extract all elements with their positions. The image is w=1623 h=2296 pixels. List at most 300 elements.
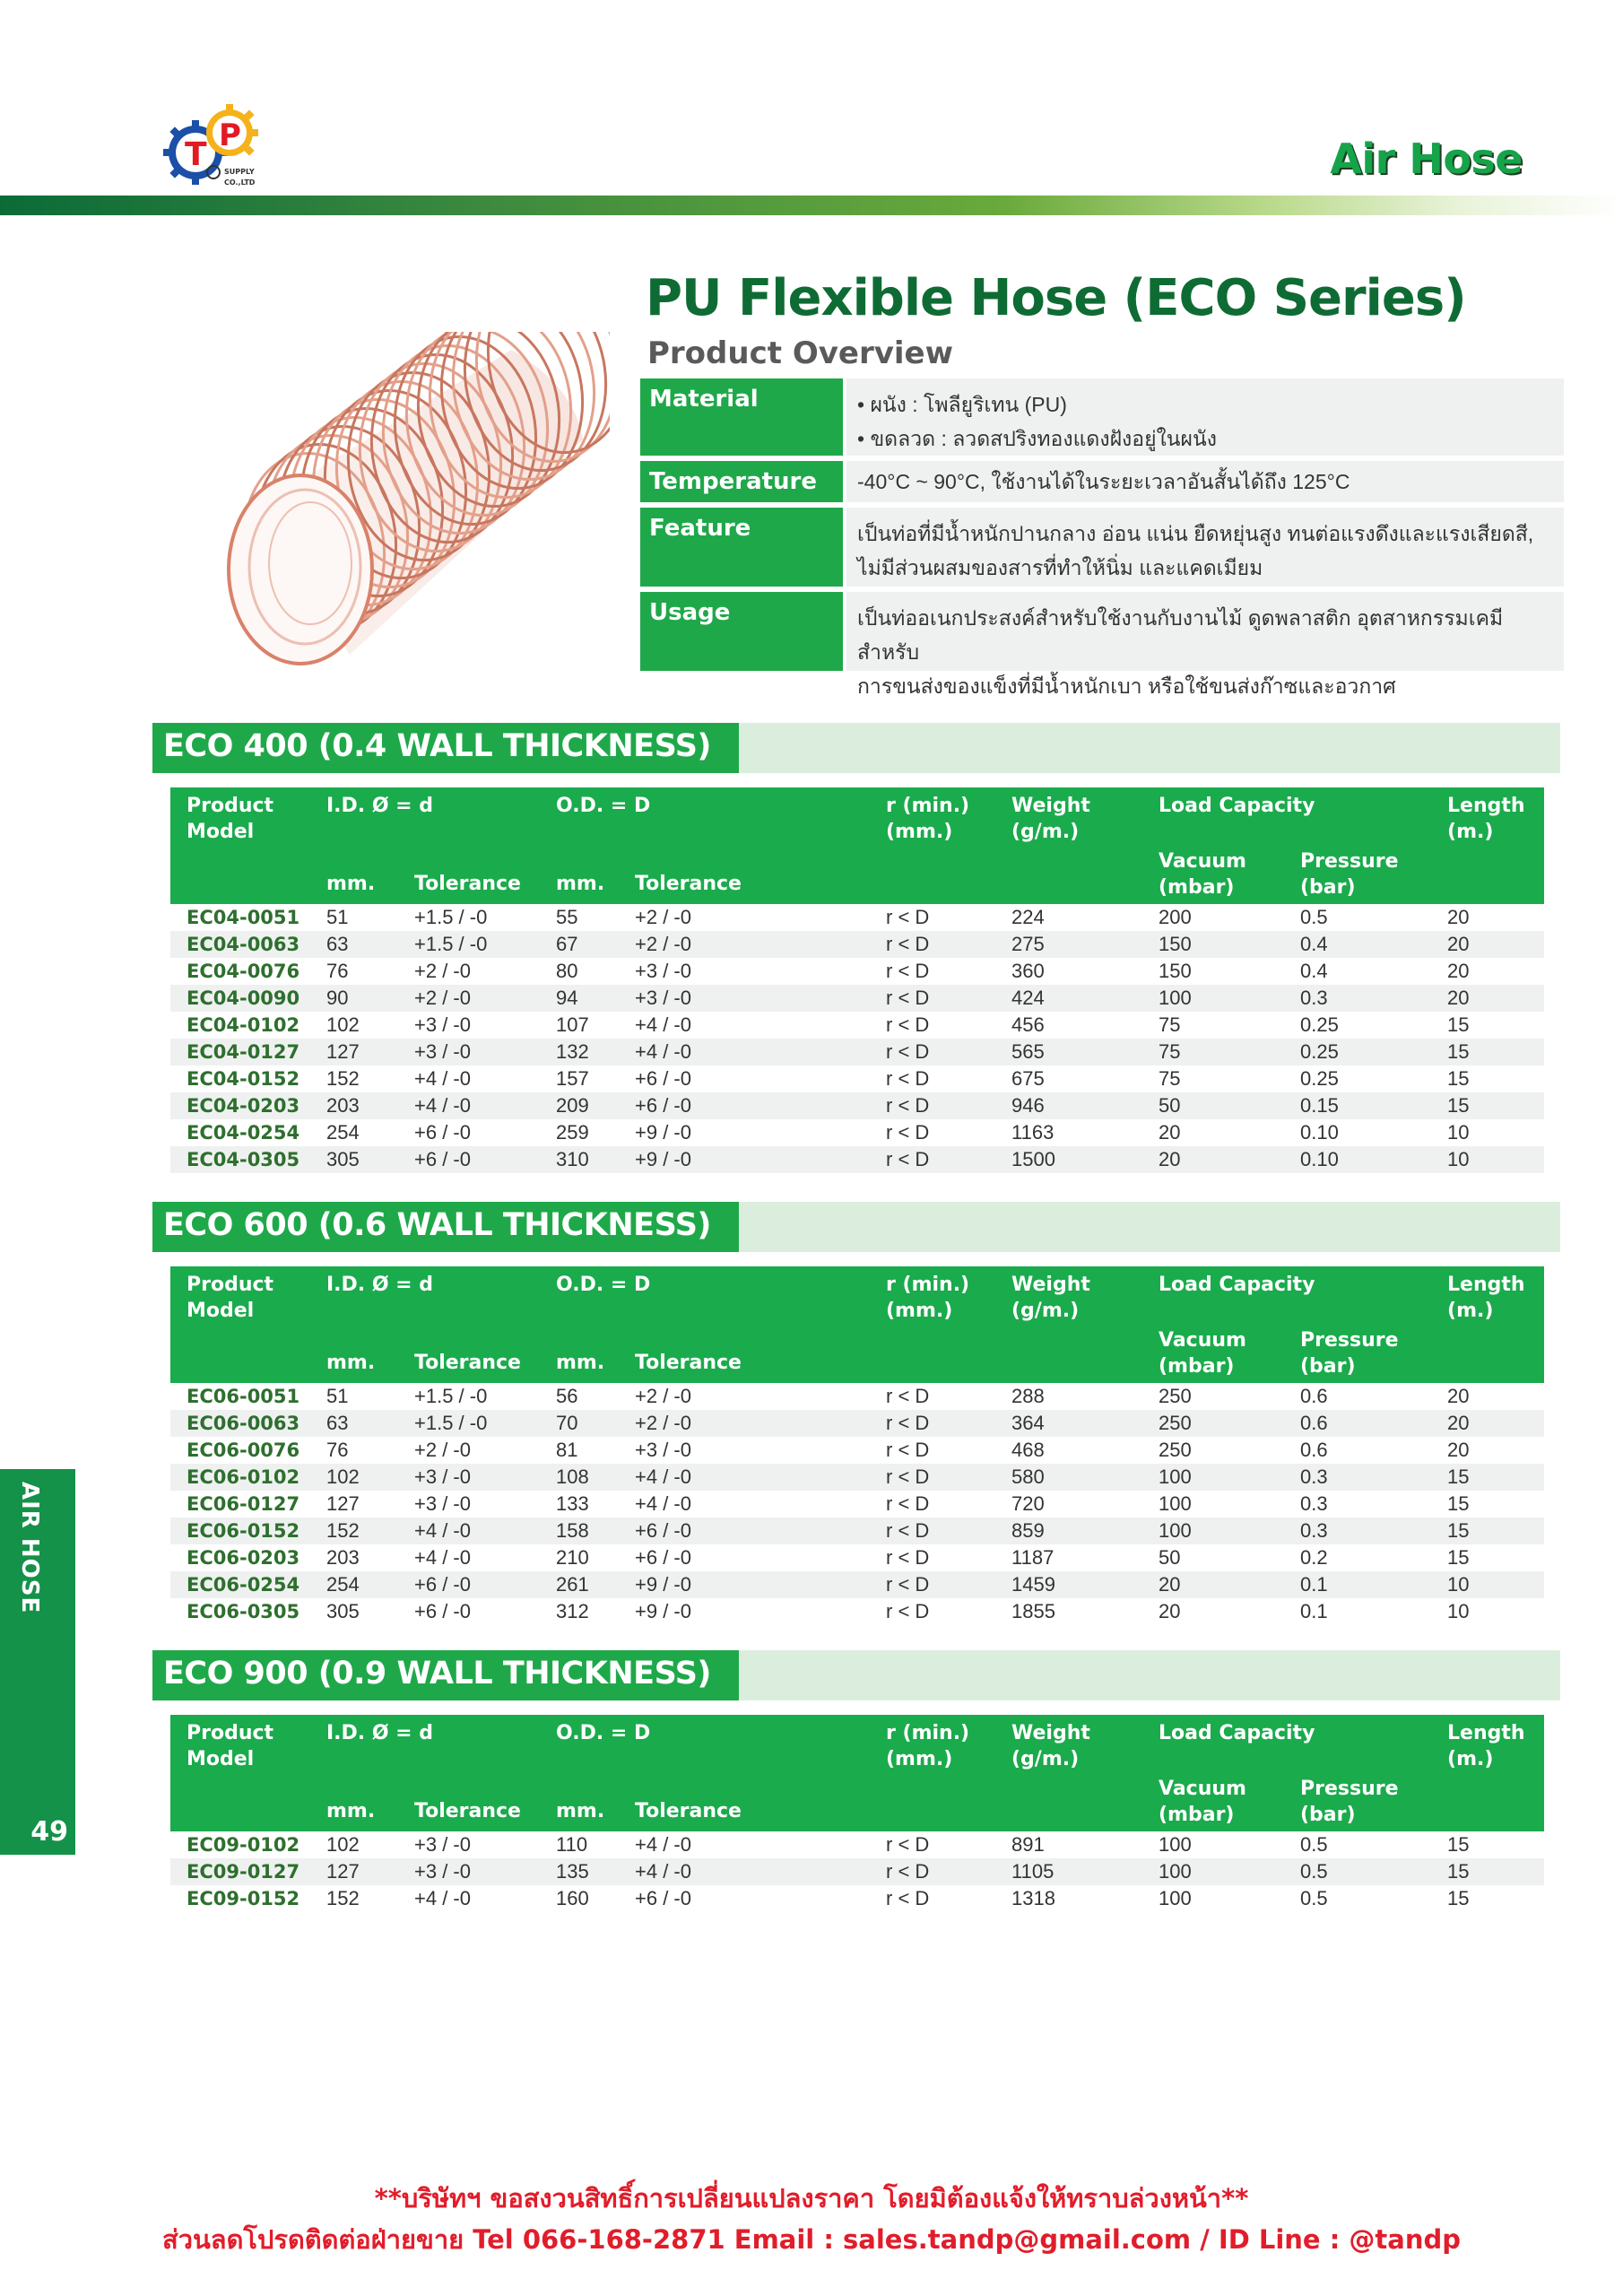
col-header-od-mm: mm. [556, 1800, 605, 1822]
cell-r-min: r < D [886, 1546, 930, 1569]
overview-label: Temperature [640, 461, 843, 502]
cell-od-tolerance: +3 / -0 [635, 987, 691, 1009]
cell-id-tolerance: +2 / -0 [414, 1439, 471, 1461]
cell-id-mm: 51 [326, 1385, 349, 1407]
cell-id-tolerance: +3 / -0 [414, 1833, 471, 1856]
cell-vacuum: 20 [1159, 1600, 1181, 1622]
cell-od-mm: 70 [556, 1412, 578, 1434]
cell-length: 10 [1447, 1121, 1470, 1144]
col-header-weight: Weight (g/m.) [1011, 1274, 1090, 1322]
page-number: 49 [30, 1816, 68, 1848]
cell-od-mm: 55 [556, 906, 578, 928]
cell-vacuum: 100 [1159, 1860, 1192, 1883]
table-row [170, 1571, 1544, 1598]
cell-vacuum: 250 [1159, 1385, 1192, 1407]
cell-id-tolerance: +3 / -0 [414, 1013, 471, 1036]
overview-value [846, 378, 1564, 456]
overview-label: Feature [640, 508, 843, 587]
cell-id-tolerance: +2 / -0 [414, 960, 471, 982]
cell-length: 10 [1447, 1148, 1470, 1170]
table-row [170, 1012, 1544, 1039]
cell-length: 15 [1447, 1094, 1470, 1117]
cell-pressure: 0.3 [1300, 987, 1328, 1009]
col-header-r-min: r (min.) (mm.) [886, 795, 970, 843]
cell-weight: 360 [1011, 960, 1045, 982]
cell-model: EC06-0051 [187, 1386, 300, 1407]
cell-id-mm: 152 [326, 1519, 360, 1542]
cell-od-tolerance: +6 / -0 [635, 1546, 691, 1569]
cell-od-tolerance: +9 / -0 [635, 1573, 691, 1596]
cell-model: EC09-0102 [187, 1834, 300, 1856]
cell-r-min: r < D [886, 1492, 930, 1515]
cell-id-tolerance: +6 / -0 [414, 1121, 471, 1144]
cell-id-mm: 127 [326, 1040, 360, 1063]
cell-od-tolerance: +9 / -0 [635, 1600, 691, 1622]
cell-od-mm: 80 [556, 960, 578, 982]
cell-r-min: r < D [886, 1094, 930, 1117]
col-header-id-mm: mm. [326, 1800, 376, 1822]
col-header-length: Length (m.) [1447, 1274, 1525, 1322]
cell-weight: 1500 [1011, 1148, 1055, 1170]
cell-id-mm: 76 [326, 960, 349, 982]
table-row [170, 1491, 1544, 1518]
cell-id-mm: 63 [326, 933, 349, 955]
overview-line: ไม่มีส่วนผสมของสารที่ทำให้นิ่ม และแคดเมียม [857, 556, 1263, 579]
series-header [152, 1650, 1560, 1700]
cell-vacuum: 200 [1159, 906, 1192, 928]
spec-table [170, 1715, 1544, 1912]
cell-vacuum: 150 [1159, 960, 1192, 982]
cell-od-tolerance: +4 / -0 [635, 1860, 691, 1883]
cell-od-mm: 56 [556, 1385, 578, 1407]
cell-id-mm: 152 [326, 1887, 360, 1909]
cell-vacuum: 250 [1159, 1412, 1192, 1434]
cell-model: EC06-0102 [187, 1466, 300, 1488]
header-row [170, 1715, 1544, 1774]
cell-od-tolerance: +4 / -0 [635, 1040, 691, 1063]
cell-id-mm: 63 [326, 1412, 349, 1434]
table-row [170, 1410, 1544, 1437]
cell-length: 15 [1447, 1860, 1470, 1883]
cell-model: EC09-0127 [187, 1861, 300, 1883]
cell-od-mm: 158 [556, 1519, 589, 1542]
cell-id-tolerance: +1.5 / -0 [414, 906, 488, 928]
cell-id-tolerance: +6 / -0 [414, 1573, 471, 1596]
col-header-vacuum: Vacuum (mbar) [1159, 850, 1246, 899]
cell-length: 20 [1447, 1439, 1470, 1461]
cell-od-tolerance: +2 / -0 [635, 906, 691, 928]
col-header-load-capacity: Load Capacity [1159, 1274, 1315, 1296]
cell-model: EC04-0127 [187, 1041, 300, 1063]
cell-id-mm: 203 [326, 1546, 360, 1569]
col-header-id-mm: mm. [326, 1352, 376, 1374]
col-header-id: I.D. Ø = d [326, 1722, 434, 1744]
side-tab [0, 1469, 75, 1855]
cell-weight: 1105 [1011, 1860, 1055, 1883]
cell-od-tolerance: +9 / -0 [635, 1148, 691, 1170]
cell-id-mm: 127 [326, 1860, 360, 1883]
svg-text:SUPPLY: SUPPLY [224, 168, 255, 176]
col-header-od: O.D. = D [556, 1722, 651, 1744]
series-title: ECO 400 (0.4 WALL THICKNESS) [152, 723, 739, 773]
col-header-id-tolerance: Tolerance [414, 873, 521, 895]
cell-length: 15 [1447, 1519, 1470, 1542]
cell-od-tolerance: +4 / -0 [635, 1833, 691, 1856]
col-header-vacuum: Vacuum (mbar) [1159, 1329, 1246, 1378]
cell-vacuum: 50 [1159, 1094, 1181, 1117]
spec-table [170, 787, 1544, 1173]
col-header-od: O.D. = D [556, 1274, 651, 1296]
series-eco-900 [152, 1650, 1560, 1912]
col-header-id: I.D. Ø = d [326, 1274, 434, 1296]
cell-id-tolerance: +6 / -0 [414, 1600, 471, 1622]
cell-od-mm: 160 [556, 1887, 589, 1909]
cell-id-mm: 102 [326, 1013, 360, 1036]
cell-od-mm: 67 [556, 933, 578, 955]
table-row [170, 1437, 1544, 1464]
cell-vacuum: 20 [1159, 1121, 1181, 1144]
cell-pressure: 0.4 [1300, 933, 1328, 955]
series-eco-400 [152, 723, 1560, 1173]
cell-od-mm: 110 [556, 1833, 588, 1856]
cell-od-mm: 210 [556, 1546, 589, 1569]
col-header-product-model: Product Model [187, 795, 274, 843]
cell-weight: 288 [1011, 1385, 1045, 1407]
cell-pressure: 0.4 [1300, 960, 1328, 982]
overview-row-usage [640, 592, 1564, 698]
cell-od-tolerance: +6 / -0 [635, 1067, 691, 1090]
cell-r-min: r < D [886, 1573, 930, 1596]
cell-vacuum: 250 [1159, 1439, 1192, 1461]
cell-model: EC04-0102 [187, 1014, 300, 1036]
table-row [170, 1092, 1544, 1119]
cell-r-min: r < D [886, 1121, 930, 1144]
cell-r-min: r < D [886, 933, 930, 955]
cell-pressure: 0.25 [1300, 1040, 1339, 1063]
series-title: ECO 900 (0.9 WALL THICKNESS) [152, 1650, 739, 1700]
cell-pressure: 0.6 [1300, 1385, 1328, 1407]
cell-r-min: r < D [886, 1860, 930, 1883]
cell-length: 15 [1447, 1833, 1470, 1856]
cell-model: EC06-0305 [187, 1601, 300, 1622]
cell-od-mm: 312 [556, 1600, 589, 1622]
cell-model: EC04-0076 [187, 961, 300, 982]
table-row [170, 1383, 1544, 1410]
cell-vacuum: 20 [1159, 1148, 1181, 1170]
table-row [170, 1146, 1544, 1173]
cell-model: EC04-0203 [187, 1095, 300, 1117]
cell-id-mm: 254 [326, 1573, 360, 1596]
cell-od-tolerance: +2 / -0 [635, 933, 691, 955]
cell-r-min: r < D [886, 1887, 930, 1909]
cell-id-tolerance: +4 / -0 [414, 1546, 471, 1569]
cell-vacuum: 150 [1159, 933, 1192, 955]
footer-contact: ส่วนลดโปรดติดต่อฝ่ายขาย Tel 066-168-2871 Email : sales.tandp@gmail.com / ID Line : @tandp [162, 2224, 1461, 2255]
cell-vacuum: 100 [1159, 1833, 1192, 1856]
logo-letter-p: P [219, 117, 241, 153]
cell-pressure: 0.15 [1300, 1094, 1339, 1117]
cell-weight: 275 [1011, 933, 1045, 955]
cell-pressure: 0.5 [1300, 1887, 1328, 1909]
cell-od-tolerance: +3 / -0 [635, 1439, 691, 1461]
cell-length: 15 [1447, 1465, 1470, 1488]
cell-id-tolerance: +2 / -0 [414, 987, 471, 1009]
cell-id-tolerance: +3 / -0 [414, 1465, 471, 1488]
series-header [152, 723, 1560, 773]
cell-od-mm: 94 [556, 987, 578, 1009]
cell-weight: 675 [1011, 1067, 1045, 1090]
col-header-length: Length (m.) [1447, 1722, 1525, 1770]
cell-od-mm: 81 [556, 1439, 578, 1461]
col-header-od-mm: mm. [556, 1352, 605, 1374]
cell-length: 10 [1447, 1600, 1470, 1622]
cell-r-min: r < D [886, 1148, 930, 1170]
overview-line: เป็นท่ออเนกประสงค์สำหรับใช้งานกับงานไม้ ดูดพลาสติก อุตสาหกรรมเคมีสำหรับ [857, 606, 1504, 664]
subheader-row [170, 1326, 1544, 1383]
cell-model: EC04-0063 [187, 934, 300, 955]
col-header-od-tolerance: Tolerance [635, 1800, 742, 1822]
cell-id-tolerance: +3 / -0 [414, 1860, 471, 1883]
col-header-id-mm: mm. [326, 873, 376, 895]
cell-id-mm: 305 [326, 1148, 360, 1170]
cell-od-mm: 209 [556, 1094, 589, 1117]
cell-weight: 424 [1011, 987, 1045, 1009]
overview-title: Product Overview [647, 335, 954, 371]
table-row [170, 1039, 1544, 1065]
col-header-load-capacity: Load Capacity [1159, 1722, 1315, 1744]
overview-row-temperature [640, 461, 1564, 502]
cell-pressure: 0.3 [1300, 1492, 1328, 1515]
cell-id-mm: 76 [326, 1439, 349, 1461]
cell-id-mm: 305 [326, 1600, 360, 1622]
cell-od-mm: 157 [556, 1067, 589, 1090]
overview-label: Usage [640, 592, 843, 671]
table-row [170, 1858, 1544, 1885]
overview-line: • ขดลวด : ลวดสปริงทองแดงฝังอยู่ในผนัง [857, 427, 1217, 450]
col-header-product-model: Product Model [187, 1274, 274, 1322]
table-row [170, 1544, 1544, 1571]
cell-length: 20 [1447, 1412, 1470, 1434]
cell-vacuum: 100 [1159, 1519, 1192, 1542]
cell-length: 15 [1447, 1013, 1470, 1036]
cell-od-tolerance: +4 / -0 [635, 1465, 691, 1488]
cell-weight: 364 [1011, 1412, 1045, 1434]
cell-vacuum: 100 [1159, 987, 1192, 1009]
overview-line: -40°C ~ 90°C, ใช้งานได้ในระยะเวลาอันสั้นได้ถึง 125°C [857, 470, 1350, 493]
cell-id-tolerance: +6 / -0 [414, 1148, 471, 1170]
cell-id-mm: 203 [326, 1094, 360, 1117]
product-image-hose [215, 332, 610, 673]
cell-length: 20 [1447, 933, 1470, 955]
cell-length: 15 [1447, 1067, 1470, 1090]
logo-letter-t: T [185, 136, 207, 173]
cell-model: EC06-0152 [187, 1520, 300, 1542]
cell-model: EC04-0254 [187, 1122, 300, 1144]
cell-id-tolerance: +4 / -0 [414, 1094, 471, 1117]
header-row [170, 1266, 1544, 1326]
cell-weight: 468 [1011, 1439, 1045, 1461]
table-row [170, 1885, 1544, 1912]
cell-weight: 1187 [1011, 1546, 1055, 1569]
table-row [170, 985, 1544, 1012]
cell-r-min: r < D [886, 1833, 930, 1856]
col-header-pressure: Pressure (bar) [1300, 850, 1399, 899]
cell-od-tolerance: +4 / -0 [635, 1492, 691, 1515]
cell-r-min: r < D [886, 1412, 930, 1434]
cell-od-mm: 261 [556, 1573, 589, 1596]
cell-weight: 1318 [1011, 1887, 1055, 1909]
cell-model: EC06-0076 [187, 1439, 300, 1461]
cell-id-mm: 102 [326, 1465, 360, 1488]
cell-od-mm: 132 [556, 1040, 589, 1063]
cell-pressure: 0.1 [1300, 1573, 1328, 1596]
cell-od-tolerance: +9 / -0 [635, 1121, 691, 1144]
cell-model: EC04-0305 [187, 1149, 300, 1170]
cell-model: EC06-0254 [187, 1574, 300, 1596]
cell-model: EC06-0063 [187, 1413, 300, 1434]
cell-r-min: r < D [886, 987, 930, 1009]
cell-r-min: r < D [886, 1439, 930, 1461]
cell-id-tolerance: +3 / -0 [414, 1492, 471, 1515]
cell-vacuum: 20 [1159, 1573, 1181, 1596]
col-header-od-tolerance: Tolerance [635, 1352, 742, 1374]
cell-od-tolerance: +3 / -0 [635, 960, 691, 982]
cell-r-min: r < D [886, 1465, 930, 1488]
cell-id-mm: 51 [326, 906, 349, 928]
cell-vacuum: 75 [1159, 1067, 1181, 1090]
cell-weight: 224 [1011, 906, 1045, 928]
cell-pressure: 0.6 [1300, 1439, 1328, 1461]
cell-length: 15 [1447, 1546, 1470, 1569]
cell-vacuum: 100 [1159, 1465, 1192, 1488]
cell-pressure: 0.25 [1300, 1013, 1339, 1036]
overview-value [846, 508, 1564, 587]
cell-od-tolerance: +6 / -0 [635, 1887, 691, 1909]
overview-line: เป็นท่อที่มีน้ำหนักปานกลาง อ่อน แน่น ยืดหยุ่นสูง ทนต่อแรงดึงและแรงเสียดสี, [857, 522, 1534, 545]
table-row [170, 1464, 1544, 1491]
cell-id-mm: 152 [326, 1067, 360, 1090]
table-row [170, 958, 1544, 985]
table-row [170, 931, 1544, 958]
cell-id-tolerance: +1.5 / -0 [414, 1412, 488, 1434]
overview-label: Material [640, 378, 843, 456]
overview-value [846, 461, 1564, 502]
cell-weight: 891 [1011, 1833, 1045, 1856]
col-header-id: I.D. Ø = d [326, 795, 434, 817]
cell-id-mm: 254 [326, 1121, 360, 1144]
cell-pressure: 0.10 [1300, 1121, 1339, 1144]
cell-od-mm: 107 [556, 1013, 589, 1036]
cell-pressure: 0.2 [1300, 1546, 1328, 1569]
cell-od-mm: 259 [556, 1121, 589, 1144]
cell-pressure: 0.3 [1300, 1519, 1328, 1542]
cell-od-tolerance: +6 / -0 [635, 1094, 691, 1117]
cell-id-tolerance: +3 / -0 [414, 1040, 471, 1063]
cell-vacuum: 75 [1159, 1040, 1181, 1063]
cell-pressure: 0.6 [1300, 1412, 1328, 1434]
table-row [170, 904, 1544, 931]
cell-length: 20 [1447, 1385, 1470, 1407]
cell-length: 20 [1447, 906, 1470, 928]
cell-length: 10 [1447, 1573, 1470, 1596]
cell-od-tolerance: +2 / -0 [635, 1412, 691, 1434]
cell-vacuum: 75 [1159, 1013, 1181, 1036]
cell-length: 15 [1447, 1040, 1470, 1063]
cell-pressure: 0.5 [1300, 906, 1328, 928]
table-row [170, 1598, 1544, 1625]
company-logo [161, 100, 269, 190]
cell-r-min: r < D [886, 1040, 930, 1063]
overview-row-material [640, 378, 1564, 456]
cell-od-tolerance: +6 / -0 [635, 1519, 691, 1542]
cell-model: EC06-0127 [187, 1493, 300, 1515]
cell-length: 15 [1447, 1887, 1470, 1909]
cell-id-mm: 127 [326, 1492, 360, 1515]
col-header-id-tolerance: Tolerance [414, 1800, 521, 1822]
cell-vacuum: 100 [1159, 1887, 1192, 1909]
spec-table [170, 1266, 1544, 1625]
cell-r-min: r < D [886, 906, 930, 928]
subheader-row [170, 1774, 1544, 1831]
col-header-od: O.D. = D [556, 795, 651, 817]
cell-model: EC04-0152 [187, 1068, 300, 1090]
cell-r-min: r < D [886, 1067, 930, 1090]
col-header-r-min: r (min.) (mm.) [886, 1722, 970, 1770]
col-header-od-mm: mm. [556, 873, 605, 895]
product-title: PU Flexible Hose (ECO Series) [646, 269, 1466, 327]
cell-r-min: r < D [886, 1600, 930, 1622]
cell-weight: 1459 [1011, 1573, 1055, 1596]
col-header-weight: Weight (g/m.) [1011, 795, 1090, 843]
cell-id-tolerance: +4 / -0 [414, 1887, 471, 1909]
cell-id-tolerance: +4 / -0 [414, 1067, 471, 1090]
cell-pressure: 0.1 [1300, 1600, 1328, 1622]
col-header-r-min: r (min.) (mm.) [886, 1274, 970, 1322]
footer-disclaimer: **บริษัทฯ ขอสงวนสิทธิ์การเปลี่ยนแปลงราคา โดยมิต้องแจ้งให้ทราบล่วงหน้า** [374, 2183, 1249, 2213]
table-row [170, 1065, 1544, 1092]
cell-length: 20 [1447, 987, 1470, 1009]
table-row [170, 1518, 1544, 1544]
cell-length: 20 [1447, 960, 1470, 982]
side-tab-label: AIR HOSE [16, 1482, 43, 1614]
overview-value [846, 592, 1564, 698]
cell-od-tolerance: +4 / -0 [635, 1013, 691, 1036]
cell-weight: 720 [1011, 1492, 1045, 1515]
header-row [170, 787, 1544, 847]
cell-weight: 565 [1011, 1040, 1045, 1063]
cell-r-min: r < D [886, 960, 930, 982]
cell-weight: 1855 [1011, 1600, 1055, 1622]
cell-id-mm: 90 [326, 987, 349, 1009]
cell-id-tolerance: +4 / -0 [414, 1519, 471, 1542]
cell-r-min: r < D [886, 1013, 930, 1036]
cell-vacuum: 100 [1159, 1492, 1192, 1515]
cell-pressure: 0.25 [1300, 1067, 1339, 1090]
series-title: ECO 600 (0.6 WALL THICKNESS) [152, 1202, 739, 1252]
section-title: Air Hose [1330, 135, 1523, 183]
series-eco-600 [152, 1202, 1560, 1625]
overview-line: การขนส่งของแข็งที่มีน้ำหนักเบา หรือใช้ขนส่งก๊าซและอวกาศ [857, 674, 1396, 698]
cell-id-mm: 102 [326, 1833, 360, 1856]
cell-weight: 580 [1011, 1465, 1045, 1488]
cell-model: EC09-0152 [187, 1888, 300, 1909]
cell-weight: 946 [1011, 1094, 1045, 1117]
col-header-load-capacity: Load Capacity [1159, 795, 1315, 817]
cell-model: EC06-0203 [187, 1547, 300, 1569]
cell-weight: 1163 [1011, 1121, 1055, 1144]
cell-r-min: r < D [886, 1385, 930, 1407]
table-row [170, 1831, 1544, 1858]
